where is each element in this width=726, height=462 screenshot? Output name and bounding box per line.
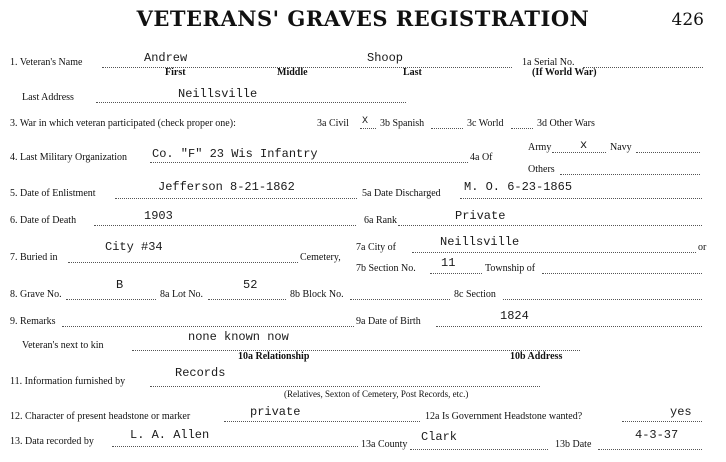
label-date: 13b Date [555,439,592,450]
label-grave-no: 8. Grave No. [10,289,62,300]
label-date-of-birth: 9a Date of Birth [356,316,421,327]
line-world [511,128,533,129]
label-section: 8c Section [454,289,496,300]
label-township: Township of [485,263,536,274]
line-city-of [412,252,696,253]
value-civil-mark: X [362,116,369,127]
value-death: 1903 [144,209,173,223]
label-recorded-by: 13. Data recorded by [10,436,94,447]
line-block-no [350,299,450,300]
label-rank: 6a Rank [364,215,398,226]
value-enlistment: Jefferson 8-21-1862 [158,180,295,194]
line-date [598,449,702,450]
line-serial-no [583,67,703,68]
value-grave-no: B [116,278,124,292]
line-headstone [224,421,420,422]
line-section-no [430,273,482,274]
label-war: 3. War in which veteran participated (check proper one): [10,118,236,129]
label-city-of: 7a City of [356,242,396,253]
line-grave-no [66,299,156,300]
value-headstone: private [250,405,301,419]
value-first-name: Andrew [144,51,188,65]
value-army-mark: x [580,138,588,152]
line-date-of-birth [436,326,702,327]
value-section-no: 11 [441,256,456,270]
line-spanish [431,128,463,129]
label-buried-in: 7. Buried in [10,252,58,263]
label-discharged: 5a Date Discharged [362,188,441,199]
label-county: 13a County [361,439,408,450]
value-recorded-by: L. A. Allen [130,428,210,442]
value-organization: Co. "F" 23 Wis Infantry [152,147,318,161]
form-title: VETERANS' GRAVES REGISTRATION [136,6,590,31]
label-serial-no: 1a Serial No. [522,57,575,68]
label-civil: 3a Civil [317,118,349,129]
label-remarks: 9. Remarks [10,316,56,327]
value-date: 4-3-37 [635,428,679,442]
line-rank [398,225,702,226]
label-block-no: 8b Block No. [290,289,344,300]
value-discharged: M. O. 6-23-1865 [464,180,573,194]
label-gov-headstone: 12a Is Government Headstone wanted? [425,411,583,422]
value-birth: 1824 [500,309,529,323]
label-of: 4a Of [470,152,493,163]
value-buried-in: City #34 [105,240,163,254]
label-furnished-by: 11. Information furnished by [10,376,126,387]
label-other-wars: 3d Other Wars [537,118,595,129]
label-next-of-kin: Veteran's next to kin [22,340,104,351]
label-section-no: 7b Section No. [356,263,416,274]
line-township [542,273,702,274]
label-others: Others [528,164,555,175]
line-civil [360,128,376,129]
line-military-org [150,162,468,163]
line-enlistment [115,198,357,199]
line-date-of-death [94,225,356,226]
label-last: Last [403,67,422,78]
line-section [503,299,702,300]
line-county [410,449,548,450]
value-county: Clark [421,430,458,444]
label-or: or [698,242,707,253]
label-furnished-note: (Relatives, Sexton of Cemetery, Post Records, etc.) [284,389,469,399]
label-headstone: 12. Character of present headstone or marker [10,411,191,422]
label-last-address: Last Address [22,92,74,103]
value-gov-wanted: yes [670,405,692,419]
value-next-of-kin: none known now [188,330,289,344]
value-city: Neillsville [440,235,520,249]
label-spanish: 3b Spanish [380,118,425,129]
label-army: Army [528,142,552,153]
label-military-org: 4. Last Military Organization [10,152,128,163]
line-army [552,152,606,153]
label-navy: Navy [610,142,632,153]
label-first: First [165,67,186,78]
line-recorded-by [112,446,358,447]
line-gov-headstone [622,421,702,422]
value-rank: Private [455,209,506,223]
line-lot-no [208,299,286,300]
value-lot-no: 52 [243,278,258,292]
line-remarks [62,326,354,327]
value-last-address: Neillsville [178,87,258,101]
line-navy [636,152,700,153]
label-relationship: 10a Relationship [238,351,310,362]
label-cemetery: Cemetery, [300,252,341,263]
line-others [560,174,700,175]
label-lot-no: 8a Lot No. [160,289,204,300]
line-furnished-by [150,386,540,387]
label-address: 10b Address [510,351,563,362]
label-middle: Middle [277,67,308,78]
line-last-address [96,102,406,103]
label-date-of-death: 6. Date of Death [10,215,77,226]
line-buried-in [68,262,298,263]
label-veterans-name: 1. Veteran's Name [10,57,83,68]
label-enlistment: 5. Date of Enlistment [10,188,96,199]
value-last-name: Shoop [367,51,404,65]
card-number: 426 [671,10,704,30]
label-world: 3c World [467,118,504,129]
value-furnished-by: Records [175,366,226,380]
line-discharged [460,198,702,199]
label-if-world-war: (If World War) [532,67,597,78]
